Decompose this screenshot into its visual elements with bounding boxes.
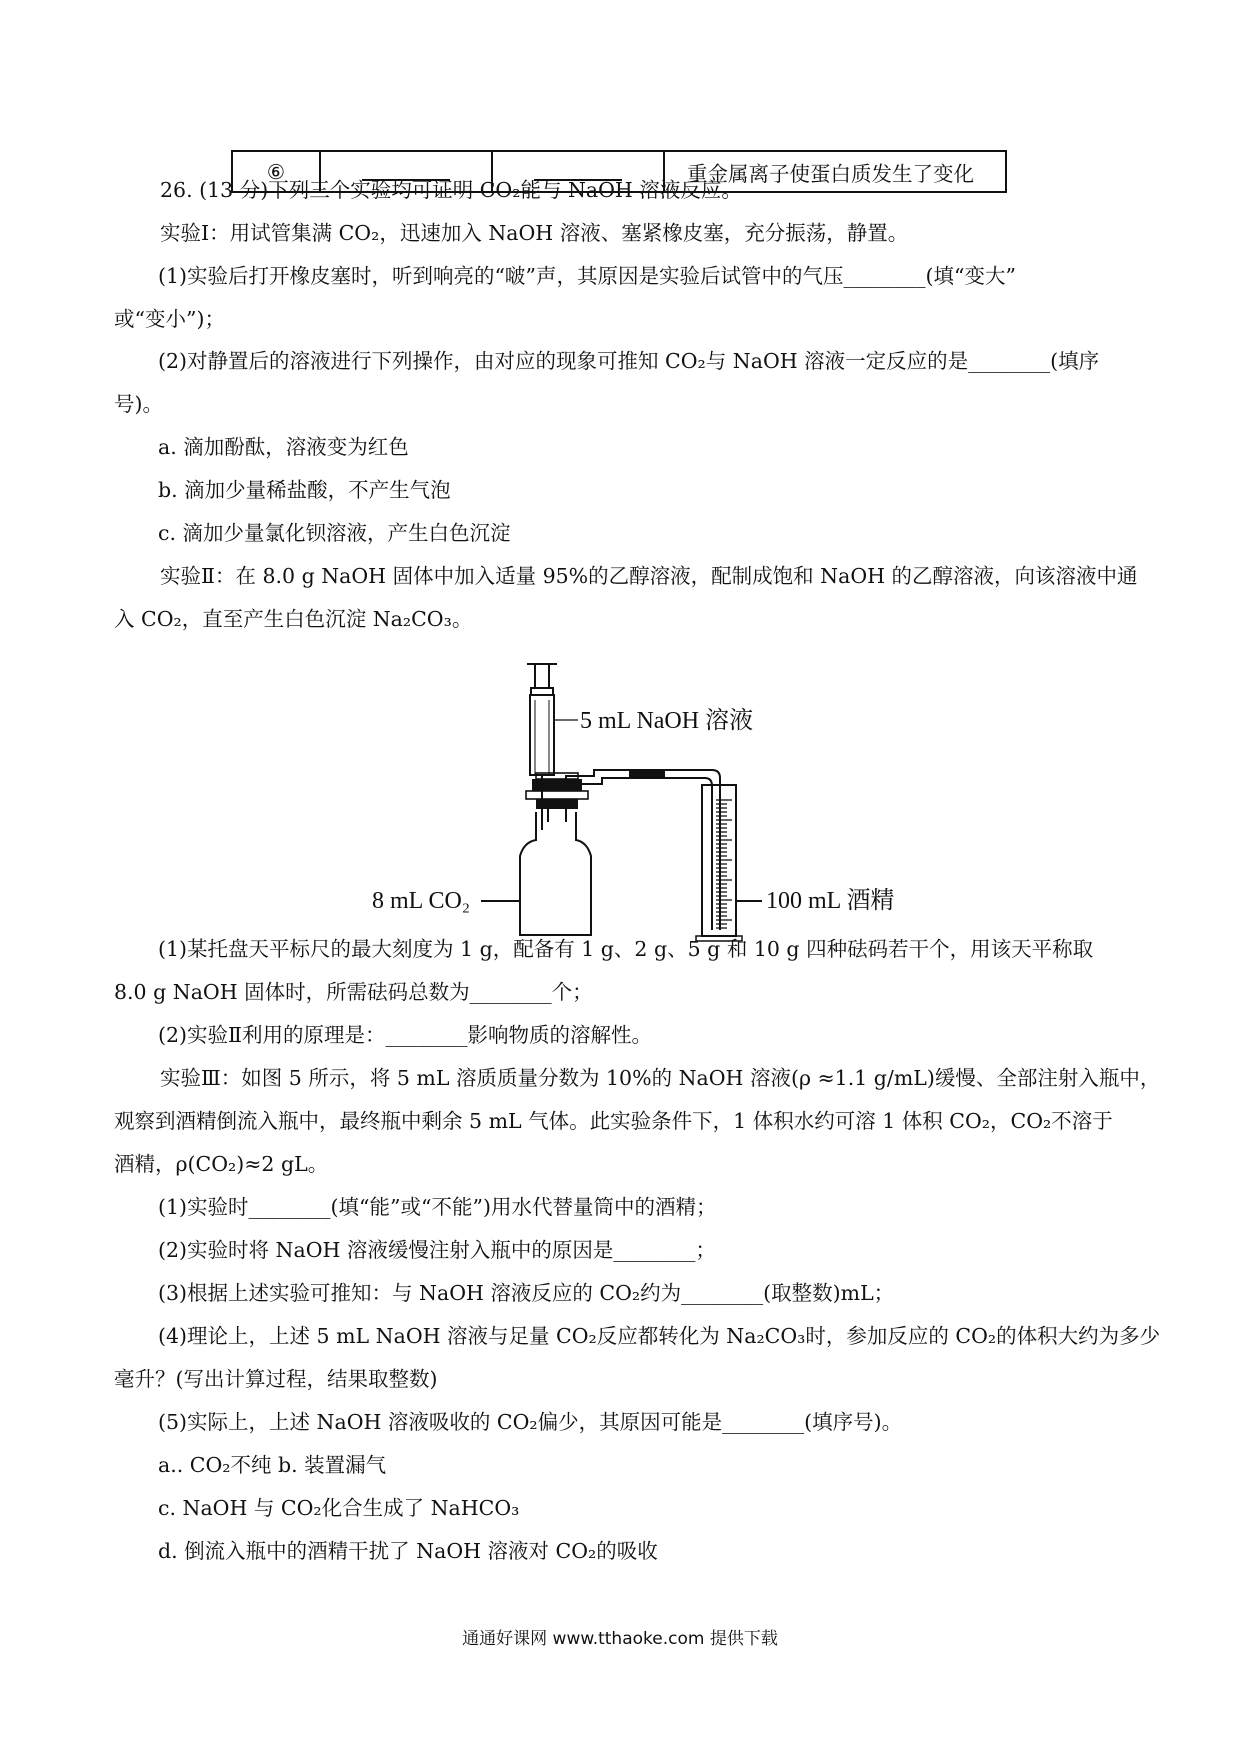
bottle-label: 8 mL CO₂ [372, 888, 471, 914]
text-line: 实验Ⅰ：用试管集满 CO₂，迅速加入 NaOH 溶液、塞紧橡皮塞，充分振荡，静置。 [160, 221, 909, 245]
text-line: a.. CO₂不纯 b. 装置漏气 [158, 1453, 387, 1477]
text-line: (2)实验Ⅱ利用的原理是：________影响物质的溶解性。 [158, 1023, 652, 1047]
text-line: c. NaOH 与 CO₂化合生成了 NaHCO₃ [158, 1496, 520, 1520]
text-line: (1)实验后打开橡皮塞时，听到响亮的“啵”声，其原因是实验后试管中的气压________(填“变大” [158, 264, 1016, 288]
syringe [527, 664, 578, 830]
text-line: 实验Ⅲ：如图 5 所示，将 5 mL 溶质质量分数为 10%的 NaOH 溶液(ρ ≈1.1 g/mL)缓慢、全部注射入瓶中， [160, 1066, 1161, 1090]
text-line: (2)对静置后的溶液进行下列操作，由对应的现象可推知 CO₂与 NaOH 溶液一定反应的是________(填序 [158, 349, 1100, 373]
text-line: a. 滴加酚酞，溶液变为红色 [158, 435, 409, 459]
gas-bottle [520, 812, 591, 935]
text-line: (5)实际上，上述 NaOH 溶液吸收的 CO₂偏少，其原因可能是________(填序号)。 [158, 1410, 903, 1434]
syringe-label: 5 mL NaOH 溶液 [580, 708, 754, 734]
text-line: (1)某托盘天平标尺的最大刻度为 1 g，配备有 1 g、2 g、5 g 和 10 g 四种砝码若干个，用该天平称取 [158, 937, 1094, 961]
text-line: (1)实验时________(填“能”或“不能”)用水代替量筒中的酒精； [158, 1195, 717, 1219]
text-line: 毫升？(写出计算过程，结果取整数) [114, 1367, 438, 1391]
text-line: 号)。 [114, 392, 163, 416]
text-line: (3)根据上述实验可推知：与 NaOH 溶液反应的 CO₂约为________(取整数)mL； [158, 1281, 895, 1305]
text-line: 观察到酒精倒流入瓶中，最终瓶中剩余 5 mL 气体。此实验条件下，1 体积水约可溶 1 体积 CO₂，CO₂不溶于 [114, 1109, 1113, 1133]
table-cell-text: 重金属离子使蛋白质发生了变化 [664, 151, 1006, 192]
text-line: (4)理论上，上述 5 mL NaOH 溶液与足量 CO₂反应都转化为 Na₂CO₃时，参加反应的 CO₂的体积大约为多少 [158, 1324, 1161, 1348]
text-line: 酒精，ρ(CO₂)≈2 gL。 [114, 1152, 329, 1176]
text-line: (2)实验时将 NaOH 溶液缓慢注射入瓶中的原因是________； [158, 1238, 716, 1262]
text-line: 入 CO₂，直至产生白色沉淀 Na₂CO₃。 [114, 607, 473, 631]
cylinder-label: 100 mL 酒精 [766, 888, 895, 914]
text-line: b. 滴加少量稀盐酸，不产生气泡 [158, 478, 451, 502]
page-footer: 通通好课网 www.tthaoke.com 提供下载 [462, 1629, 778, 1649]
measuring-cylinder [696, 785, 742, 941]
text-line: 或“变小”)； [114, 307, 225, 331]
delivery-tube [566, 770, 720, 930]
text-line: 26. (13 分)下列三个实验均可证明 CO₂能与 NaOH 溶液反应。 [160, 178, 742, 202]
text-line: 实验Ⅱ：在 8.0 g NaOH 固体中加入适量 95%的乙醇溶液，配制成饱和 NaOH 的乙醇溶液，向该溶液中通 [160, 564, 1138, 588]
text-line: 8.0 g NaOH 固体时，所需砝码总数为________个； [114, 980, 593, 1004]
table-cell-index: ⑥ [232, 151, 320, 192]
text-line: c. 滴加少量氯化钡溶液，产生白色沉淀 [158, 521, 511, 545]
text-line: d. 倒流入瓶中的酒精干扰了 NaOH 溶液对 CO₂的吸收 [158, 1539, 658, 1563]
stopper [526, 773, 588, 822]
